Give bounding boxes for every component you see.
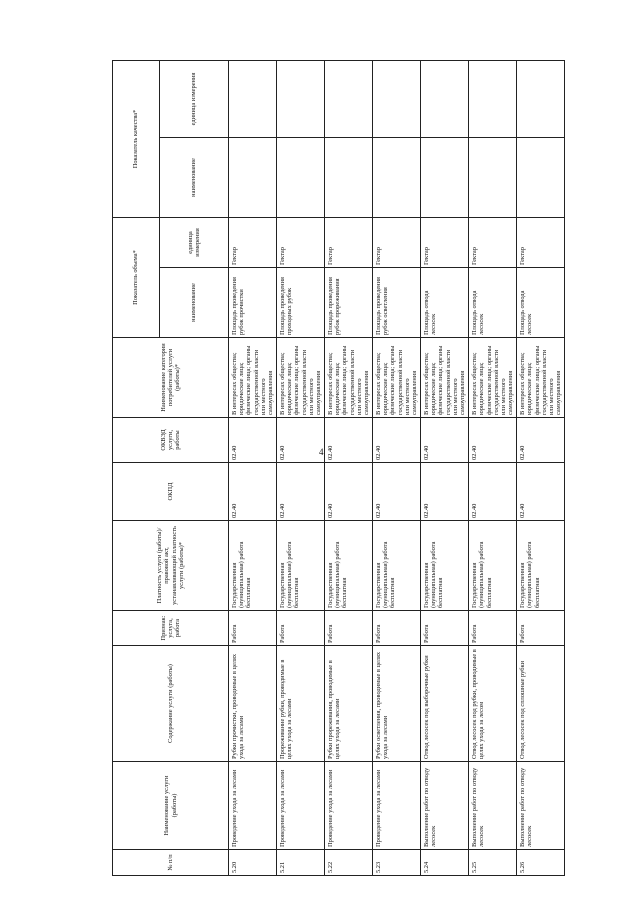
cell-quality-unit bbox=[421, 60, 469, 137]
header-content: Содержание услуги (работы) bbox=[113, 646, 229, 762]
cell-num: 5.20 bbox=[229, 850, 277, 876]
cell-name: Проведение ухода за лесами bbox=[325, 762, 373, 850]
cell-quality-name bbox=[469, 138, 517, 218]
cell-sign: Работа bbox=[229, 611, 277, 646]
cell-category: В интересах общества; юридические лица; физические лица; органы государственной власти или местного самоуправления bbox=[229, 338, 277, 418]
cell-volume-unit: Гектар bbox=[229, 218, 277, 268]
header-volume-group: Показатель объема* bbox=[113, 218, 160, 338]
cell-okved: 02.40 bbox=[325, 418, 373, 463]
cell-quality-name bbox=[373, 138, 421, 218]
cell-content: Рубки осветления, проводимые в целях ухода за лесами bbox=[373, 646, 421, 762]
cell-okved: 02.40 bbox=[373, 418, 421, 463]
cell-okpd: 02.40 bbox=[325, 463, 373, 521]
header-service-name: Наименование услуги (работы) bbox=[113, 762, 229, 850]
cell-sign: Работа bbox=[277, 611, 325, 646]
header-quality-unit: единица измерения bbox=[160, 60, 229, 137]
cell-volume-name: Площадь проведения рубок прореживания bbox=[325, 268, 373, 338]
cell-quality-unit bbox=[469, 60, 517, 137]
cell-volume-name: Площадь отвода лесосек bbox=[517, 268, 565, 338]
table-row bbox=[421, 60, 469, 875]
header-category: Наименование категории потребителей услуги (работы)* bbox=[113, 338, 229, 418]
header-row-1 bbox=[113, 60, 160, 875]
cell-quality-name bbox=[517, 138, 565, 218]
cell-okved: 02.40 bbox=[277, 418, 325, 463]
cell-category: В интересах общества; юридические лица; физические лица; органы государственной власти или местного самоуправления bbox=[469, 338, 517, 418]
cell-quality-unit bbox=[229, 60, 277, 137]
cell-name: Проведение ухода за лесами bbox=[373, 762, 421, 850]
cell-category: В интересах общества; юридические лица; физические лица; органы государственной власти или местного самоуправления bbox=[373, 338, 421, 418]
cell-payment: Государственная (муниципальная) работа бесплатная bbox=[517, 521, 565, 611]
cell-okved: 02.40 bbox=[229, 418, 277, 463]
page-number: 4 bbox=[319, 447, 324, 457]
cell-volume-name: Площадь проведения рубок прочистки bbox=[229, 268, 277, 338]
cell-payment: Государственная (муниципальная) работа бесплатная bbox=[421, 521, 469, 611]
cell-num: 5.25 bbox=[469, 850, 517, 876]
cell-quality-name bbox=[421, 138, 469, 218]
cell-quality-unit bbox=[517, 60, 565, 137]
cell-volume-unit: Гектар bbox=[421, 218, 469, 268]
cell-okpd: 02.40 bbox=[421, 463, 469, 521]
cell-quality-name bbox=[229, 138, 277, 218]
cell-category: В интересах общества; юридические лица; физические лица; органы государственной власти или местного самоуправления bbox=[421, 338, 469, 418]
cell-quality-unit bbox=[277, 60, 325, 137]
table-row bbox=[277, 60, 325, 875]
cell-payment: Государственная (муниципальная) работа бесплатная bbox=[325, 521, 373, 611]
cell-num: 5.21 bbox=[277, 850, 325, 876]
header-okved: ОКВЭД услуги, работы bbox=[113, 418, 229, 463]
cell-okved: 02.40 bbox=[517, 418, 565, 463]
header-volume-unit: единица измерения bbox=[160, 218, 229, 268]
cell-quality-unit bbox=[325, 60, 373, 137]
cell-volume-unit: Гектар bbox=[373, 218, 421, 268]
cell-volume-name: Площадь проведения проходных рубок bbox=[277, 268, 325, 338]
services-table bbox=[112, 60, 565, 876]
cell-payment: Государственная (муниципальная) работа бесплатная bbox=[277, 521, 325, 611]
cell-quality-name bbox=[325, 138, 373, 218]
cell-payment: Государственная (муниципальная) работа бесплатная bbox=[469, 521, 517, 611]
cell-payment: Государственная (муниципальная) работа бесплатная bbox=[229, 521, 277, 611]
cell-content: Рубки прочистки, проводимые в целях ухода за лесами bbox=[229, 646, 277, 762]
cell-okpd: 02.40 bbox=[517, 463, 565, 521]
cell-sign: Работа bbox=[517, 611, 565, 646]
cell-volume-name: Площадь отвода лесосек bbox=[421, 268, 469, 338]
cell-content: Прореживание рубки, проводимые в целях ухода за лесами bbox=[277, 646, 325, 762]
cell-volume-unit: Гектар bbox=[325, 218, 373, 268]
cell-quality-unit bbox=[373, 60, 421, 137]
cell-volume-name: Площадь проведения рубок осветления bbox=[373, 268, 421, 338]
cell-sign: Работа bbox=[421, 611, 469, 646]
cell-name: Выполнение работ по отводу лесосек bbox=[469, 762, 517, 850]
cell-okpd: 02.40 bbox=[373, 463, 421, 521]
cell-name: Проведение ухода за лесами bbox=[277, 762, 325, 850]
header-quality-name: наименование bbox=[160, 138, 229, 218]
table-row bbox=[517, 60, 565, 875]
cell-content: Отвод лесосек под рубки, проводимые в целях ухода за лесом bbox=[469, 646, 517, 762]
cell-category: В интересах общества; юридические лица; физические лица; органы государственной власти или местного самоуправления bbox=[517, 338, 565, 418]
cell-name: Проведение ухода за лесами bbox=[229, 762, 277, 850]
cell-category: В интересах общества; юридические лица; физические лица; органы государственной власти или местного самоуправления bbox=[325, 338, 373, 418]
table-row bbox=[469, 60, 517, 875]
cell-num: 5.22 bbox=[325, 850, 373, 876]
header-okpd: ОКПД bbox=[113, 463, 229, 521]
cell-sign: Работа bbox=[469, 611, 517, 646]
cell-volume-unit: Гектар bbox=[469, 218, 517, 268]
header-num: № п/п bbox=[113, 850, 229, 876]
cell-sign: Работа bbox=[325, 611, 373, 646]
cell-name: Выполнение работ по отводу лесосек bbox=[517, 762, 565, 850]
cell-volume-name: Площадь отвода лесосек bbox=[469, 268, 517, 338]
header-quality-group: Показатель качества* bbox=[113, 60, 160, 217]
cell-category: В интересах общества; юридические лица; физические лица; органы государственной власти или местного самоуправления bbox=[277, 338, 325, 418]
cell-okved: 02.40 bbox=[469, 418, 517, 463]
header-volume-name: наименование bbox=[160, 268, 229, 338]
table-row bbox=[325, 60, 373, 875]
cell-sign: Работа bbox=[373, 611, 421, 646]
cell-num: 5.26 bbox=[517, 850, 565, 876]
table-row bbox=[229, 60, 277, 875]
cell-payment: Государственная (муниципальная) работа бесплатная bbox=[373, 521, 421, 611]
cell-okpd: 02.40 bbox=[469, 463, 517, 521]
cell-okpd: 02.40 bbox=[229, 463, 277, 521]
cell-quality-name bbox=[277, 138, 325, 218]
header-payment: Платность услуги (работы)/правовой акт, устанавливающий платность услуги (работы)* bbox=[113, 521, 229, 611]
cell-content: Рубки прореживания, проводимые в целях ухода за лесами bbox=[325, 646, 373, 762]
cell-num: 5.24 bbox=[421, 850, 469, 876]
header-sign: Признак: услуга, работа bbox=[113, 611, 229, 646]
cell-volume-unit: Гектар bbox=[277, 218, 325, 268]
cell-volume-unit: Гектар bbox=[517, 218, 565, 268]
cell-content: Отвод лесосек под выборочные рубки bbox=[421, 646, 469, 762]
table-row bbox=[373, 60, 421, 875]
cell-okved: 02.40 bbox=[421, 418, 469, 463]
cell-num: 5.23 bbox=[373, 850, 421, 876]
cell-content: Отвод лесосек под сплошные рубки bbox=[517, 646, 565, 762]
cell-name: Выполнение работ по отводу лесосек bbox=[421, 762, 469, 850]
rotated-table-container bbox=[112, 61, 563, 876]
cell-okpd: 02.40 bbox=[277, 463, 325, 521]
